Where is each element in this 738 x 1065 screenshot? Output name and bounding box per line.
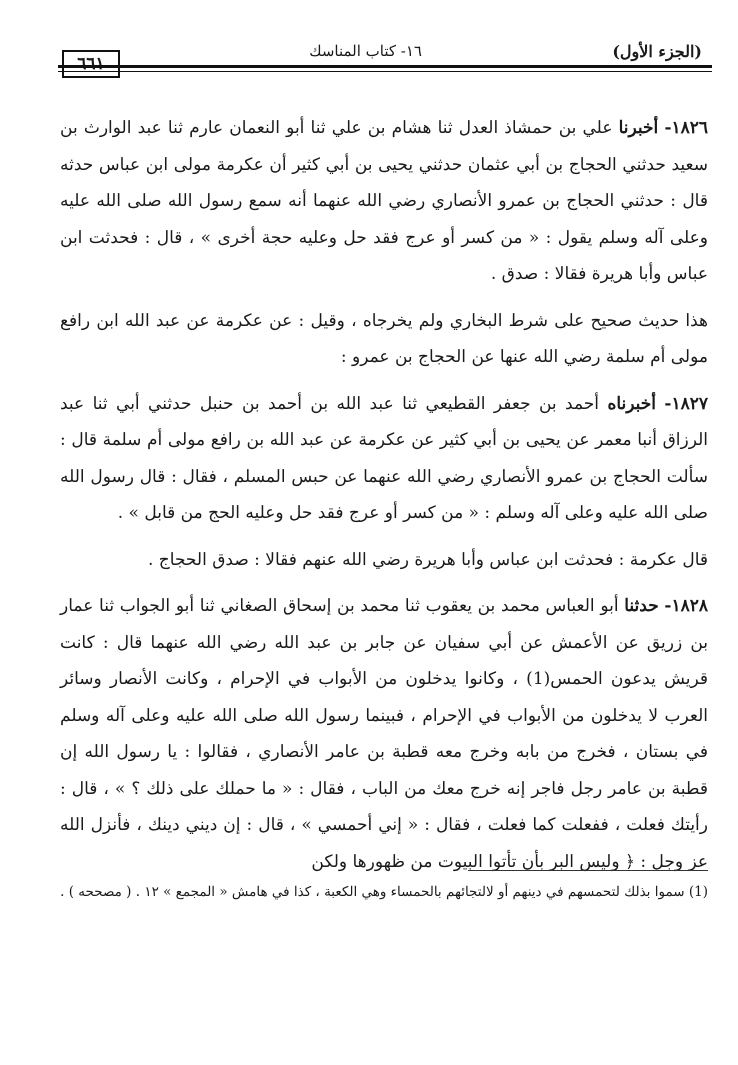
page-header — [62, 38, 712, 78]
hadith-paragraph — [60, 588, 708, 880]
narration-keyword: حدثنا — [624, 596, 659, 616]
hadith-paragraph — [60, 386, 708, 532]
paragraph-text: أبو العباس محمد بن يعقوب ثنا محمد بن إسحاق الصغاني ثنا أبو الجواب ثنا عمار بن زريق عن الأعمش عن أبي سفيان عن جابر بن عبد الله رضي الله عنهما قال : كانت قريش يدعون الحمس(1) ، وكانوا يدخلون من الأبواب في الإحرام ، وكانت الأنصار وسائر العرب لا يدخلون من الأبواب في الإحرام ، فبينما رسول الله صلى الله عليه وعلى آله وسلم في بستان ، فخرج من بابه وخرج معه قطبة بن عامر الأنصاري ، فقالوا : يا رسول الله إن قطبة بن عامر رجل فاجر إنه خرج معك من الباب ، فقال : « ما حملك على ذلك ؟ » ، قال : رأيتك فعلت ، ففعلت كما فعلت ، فقال : « إني أحمسي » ، قال : إن ديني دينك ، فأنزل الله عز وجل : ﴿ وليس البر بأن تأتوا البيوت من ظهورها ولكن — [60, 596, 708, 872]
narration-keyword: أخبرناه — [607, 393, 656, 414]
paragraph-text: قال عكرمة : فحدثت ابن عباس وأبا هريرة رضي الله عنهم فقالا : صدق الحجاج . — [148, 549, 708, 570]
hadith-number: ١٨٢٨- — [664, 596, 709, 616]
paragraph-text: هذا حديث صحيح على شرط البخاري ولم يخرجاه ، وقيل : عن عكرمة عن عبد الله ابن رافع مولى أم سلمة رضي الله عنها عن الحجاج بن عمرو : — [60, 310, 708, 367]
commentary-paragraph — [60, 303, 708, 376]
volume-label: (الجزء الأول) — [612, 42, 702, 61]
footnote: (1) سموا بذلك لتحمسهم في دينهم أو لالتجائهم بالحمساء وهي الكعبة ، كذا في هامش « المجمع » ١٢ . ( مصححه ) . — [60, 884, 708, 900]
hadith-number: ١٨٢٧- — [664, 393, 708, 414]
paragraph-text: علي بن حمشاذ العدل ثنا هشام بن علي ثنا أبو النعمان عارم ثنا عبد الوارث بن سعيد حدثني الحجاج بن أبي عثمان حدثني يحيى بن أبي كثير أن عكرمة مولى ابن عباس حدثه قال : حدثني الحجاج بن عمرو الأنصاري رضي الله عنهما أنه سمع رسول الله صلى الله عليه وعلى آله وسلم يقول : « من كسر أو عرج فقد حل وعليه حجة أخرى » ، قال : فحدثت ابن عباس وأبا هريرة فقالا : صدق . — [60, 118, 708, 284]
header-rule-thick — [58, 65, 712, 68]
hadith-paragraph — [60, 110, 708, 293]
header-rule-thin — [58, 71, 712, 72]
main-text — [60, 110, 708, 880]
paragraph-text: أحمد بن جعفر القطيعي ثنا عبد الله بن أحمد بن حنبل حدثني أبي ثنا عبد الرزاق أنبا معمر عن يحيى بن أبي كثير عن عكرمة عن عبد الله بن رافع مولى أم سلمة قال : سألت الحجاج بن عمرو الأنصاري رضي الله عنهما عن حبس المسلم ، فقال : قال رسول الله صلى الله عليه وعلى آله وسلم : « من كسر أو عرج فقد حل وعليه الحج من قابل » . — [60, 393, 708, 523]
narration-keyword: أخبرنا — [618, 118, 659, 138]
chapter-title: ١٦- كتاب المناسك — [309, 42, 422, 60]
page-number: ٦٦١ — [62, 50, 120, 78]
hadith-number: ١٨٢٦- — [664, 118, 709, 138]
commentary-paragraph — [60, 542, 708, 579]
footnote-separator — [468, 870, 708, 871]
